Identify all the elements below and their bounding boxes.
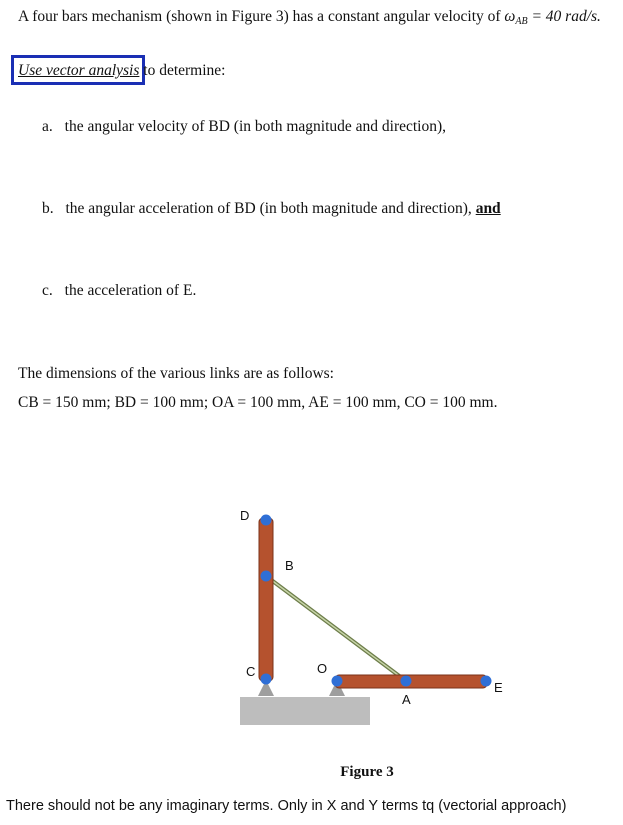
question-text: the angular acceleration of BD (in both magnitude and direction),	[65, 200, 476, 217]
label-o: O	[317, 661, 328, 676]
joint-b	[261, 571, 272, 582]
label-c: C	[246, 664, 256, 679]
footer-note: There should not be any imaginary terms. Only in X and Y terms tq (vectorial approach)	[6, 798, 567, 814]
dimensions-values: CB = 150 mm; BD = 100 mm; OA = 100 mm, AE = 100 mm, CO = 100 mm.	[18, 394, 498, 411]
intro-text: A four bars mechanism (shown in Figure 3) has a constant angular velocity of	[18, 8, 505, 25]
omega-symbol: ω	[504, 8, 516, 25]
omega-subscript: AB	[515, 16, 528, 27]
joint-d	[261, 515, 272, 526]
ground-block	[240, 697, 370, 725]
coupler-link-ba-highlight	[266, 576, 406, 681]
label-a: A	[402, 692, 411, 707]
link-dc	[259, 518, 273, 681]
dimensions-heading: The dimensions of the various links are as follows:	[18, 365, 334, 382]
label-e: E	[494, 680, 503, 695]
question-marker: b.	[42, 200, 54, 217]
question-text: the angular velocity of BD (in both magnitude and direction),	[64, 118, 447, 135]
instruction-text: to determine:	[139, 62, 226, 79]
joint-o	[332, 676, 343, 687]
joint-a	[401, 676, 412, 687]
question-marker: a.	[42, 118, 53, 135]
label-d: D	[240, 508, 250, 523]
figure-caption: Figure 3	[340, 764, 394, 780]
label-b: B	[285, 558, 294, 573]
instruction-emphasis: Use vector analysis	[18, 62, 140, 79]
joint-e	[481, 676, 492, 687]
question-emphasis: and	[475, 200, 501, 217]
question-marker: c.	[42, 282, 53, 299]
omega-value: = 40 rad/s.	[527, 8, 601, 25]
joint-c	[261, 674, 272, 685]
question-text: the acceleration of E.	[64, 282, 197, 299]
